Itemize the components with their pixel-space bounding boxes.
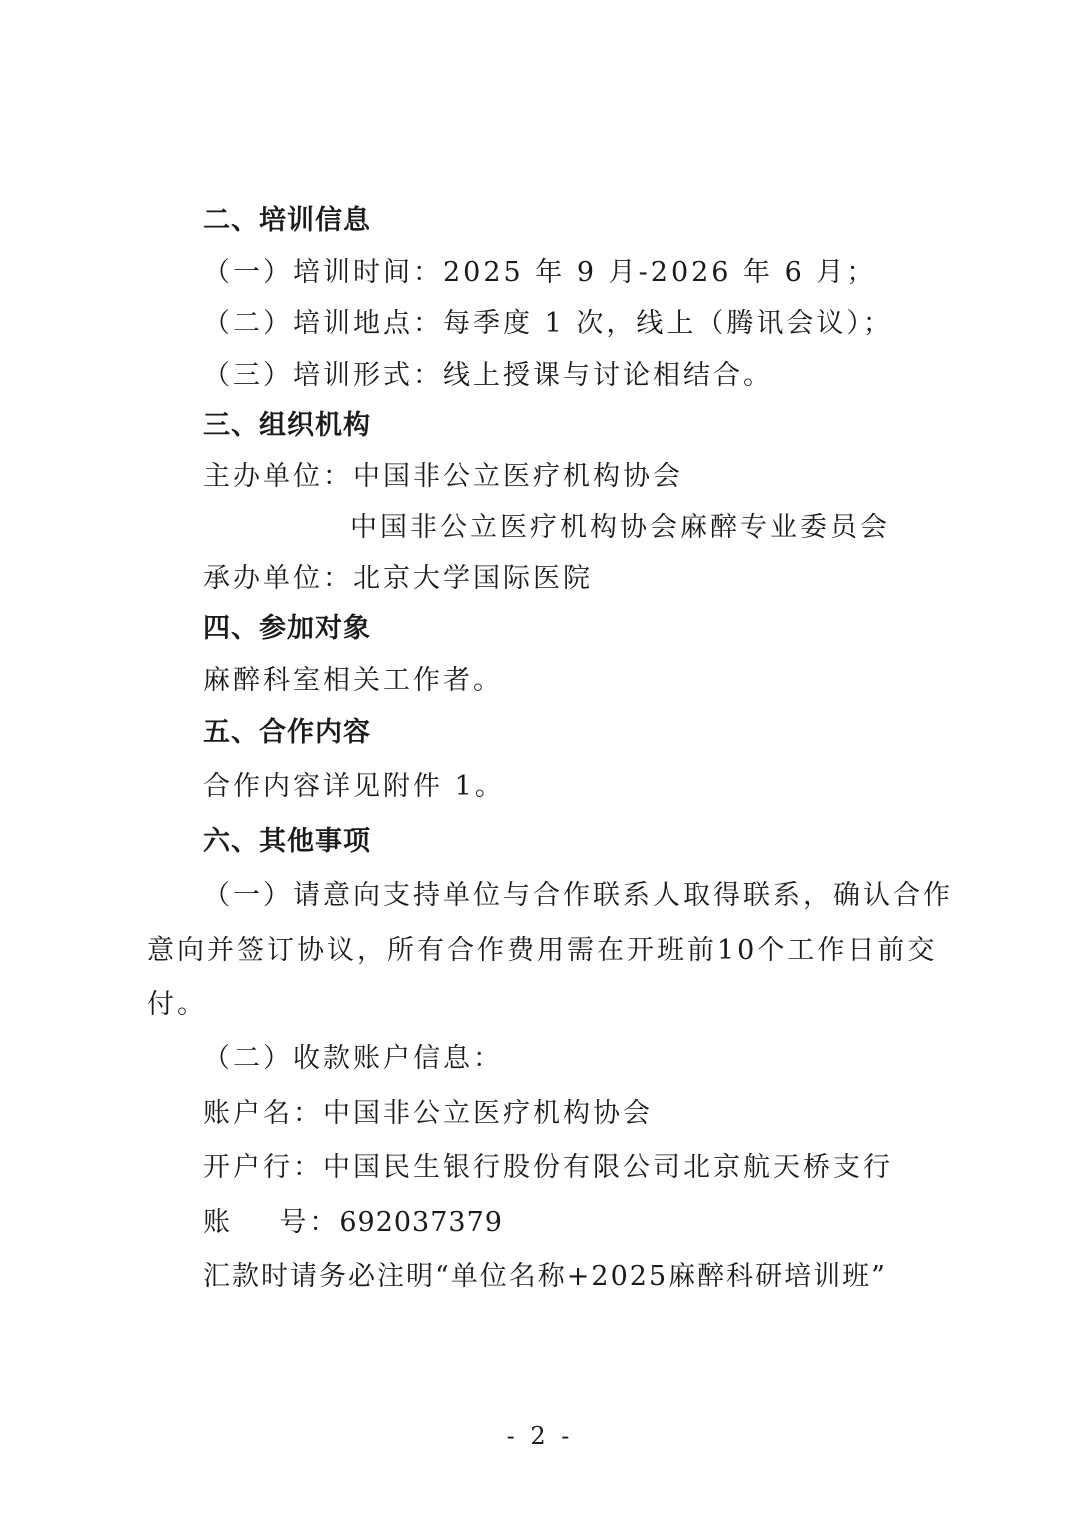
other-item2: （二）收款账户信息： (203, 1043, 503, 1074)
remit-note: 汇款时请务必注明“单位名称+2025麻醉科研培训班” (203, 1261, 887, 1292)
cooperation-text: 合作内容详见附件 1。 (203, 771, 505, 802)
other-item1-line2: 意向并签订协议，所有合作费用需在开班前10个工作日前交 (147, 935, 938, 966)
account-number-label: 账 号： (203, 1207, 340, 1238)
other-item1-line1: （一）请意向支持单位与合作联系人取得联系，确认合作 (203, 880, 953, 911)
account-number-row (203, 1207, 503, 1239)
training-location: （二）培训地点：每季度 1 次，线上（腾讯会议）； (203, 308, 893, 339)
training-heading: 二、培训信息 (203, 205, 371, 236)
organization-heading: 三、组织机构 (203, 410, 371, 441)
cooperation-heading: 五、合作内容 (203, 717, 371, 748)
other-heading: 六、其他事项 (203, 826, 371, 857)
training-format: （三）培训形式：线上授课与讨论相结合。 (203, 360, 773, 391)
participants-heading: 四、参加对象 (203, 613, 371, 644)
training-time: （一）培训时间：2025 年 9 月-2026 年 6 月； (203, 257, 877, 288)
other-item1-line3: 付。 (147, 989, 207, 1020)
page-number: - 2 - (506, 1422, 574, 1450)
host-unit-line1: 主办单位：中国非公立医疗机构协会 (203, 461, 683, 492)
organizer-unit: 承办单位：北京大学国际医院 (203, 563, 593, 594)
account-number: 692037379 (339, 1207, 503, 1238)
account-name: 账户名：中国非公立医疗机构协会 (203, 1098, 653, 1129)
host-unit-line2: 中国非公立医疗机构协会麻醉专业委员会 (350, 512, 890, 543)
participants-text: 麻醉科室相关工作者。 (203, 665, 503, 696)
bank-name: 开户行：中国民生银行股份有限公司北京航天桥支行 (203, 1152, 893, 1183)
